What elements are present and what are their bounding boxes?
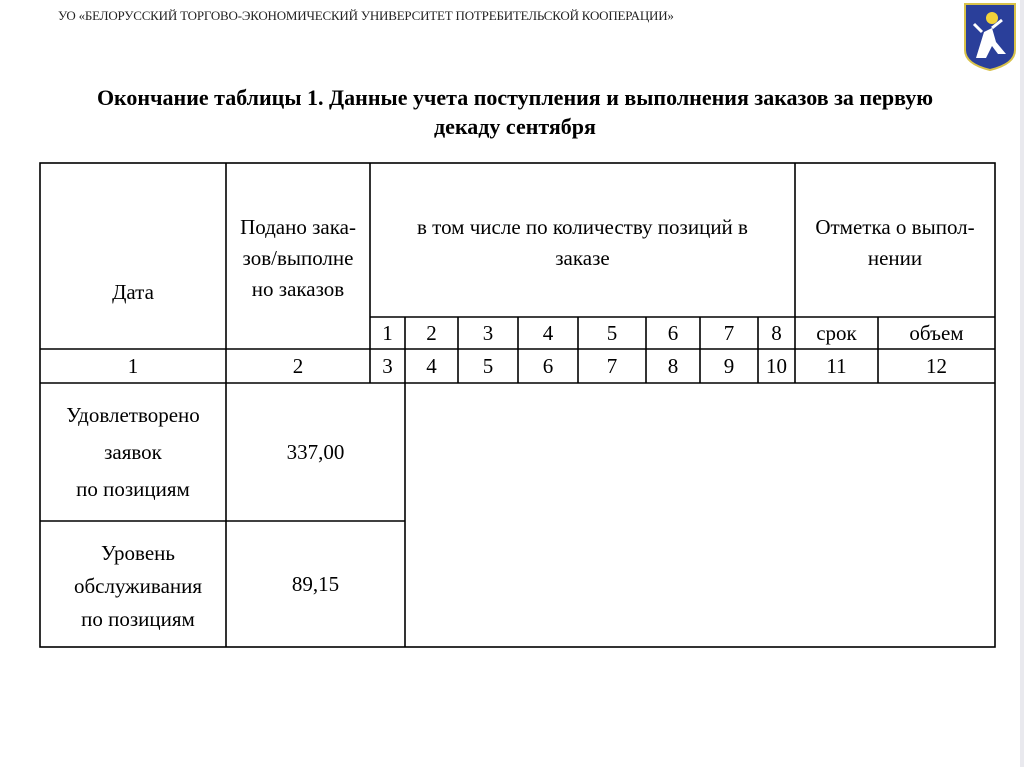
header-volume: объем bbox=[909, 320, 964, 345]
column-number: 5 bbox=[482, 353, 494, 378]
column-number: 6 bbox=[542, 353, 554, 378]
column-number: 9 bbox=[723, 353, 735, 378]
position-number: 6 bbox=[667, 320, 679, 345]
header-orders-line-2: зов/выполне bbox=[242, 245, 354, 270]
row-value-service-level: 89,15 bbox=[291, 571, 340, 596]
position-number: 8 bbox=[771, 320, 782, 345]
position-number: 2 bbox=[426, 320, 437, 345]
column-number: 10 bbox=[766, 353, 787, 378]
position-number: 1 bbox=[382, 320, 393, 345]
position-number: 3 bbox=[482, 320, 494, 345]
position-number: 4 bbox=[542, 320, 554, 345]
header-mark-line-1: Отметка о выпол- bbox=[815, 215, 975, 239]
title-line-2: декаду сентября bbox=[434, 114, 596, 139]
row-label-line-3: по позициям bbox=[76, 476, 190, 501]
header-term: срок bbox=[816, 320, 857, 345]
column-number: 8 bbox=[667, 353, 679, 378]
header-completion-mark bbox=[795, 208, 995, 278]
header-date: Дата bbox=[112, 279, 154, 304]
university-header: УО «БЕЛОРУССКИЙ ТОРГОВО-ЭКОНОМИЧЕСКИЙ УНИВЕРСИТЕТ ПОТРЕБИТЕЛЬСКОЙ КООПЕРАЦИИ» bbox=[58, 8, 674, 23]
header-positions bbox=[370, 208, 795, 278]
column-number: 3 bbox=[382, 353, 393, 378]
position-number: 7 bbox=[723, 320, 735, 345]
column-number: 4 bbox=[426, 353, 437, 378]
row-label-line-2: обслуживания bbox=[73, 573, 203, 598]
row-label-service-level bbox=[40, 532, 236, 640]
column-number: 7 bbox=[606, 353, 618, 378]
position-number: 5 bbox=[606, 320, 618, 345]
header-orders-line-1: Подано зака- bbox=[240, 214, 356, 239]
column-number: 1 bbox=[127, 353, 139, 378]
header-positions-line-1: в том числе по количеству позиций в bbox=[417, 215, 748, 239]
row-label-line-2: заявок bbox=[104, 439, 162, 464]
row-label-satisfied bbox=[40, 398, 226, 506]
row-label-line-1: Удовлетворено bbox=[66, 402, 200, 427]
header-mark-line-2: нении bbox=[867, 246, 923, 270]
title-line-1: Окончание таблицы 1. Данные учета поступления и выполнения заказов за первую bbox=[96, 85, 934, 110]
column-number: 11 bbox=[826, 353, 847, 378]
header-orders bbox=[226, 208, 370, 308]
column-number: 2 bbox=[292, 353, 304, 378]
header-orders-line-3: но заказов bbox=[251, 276, 345, 301]
row-label-line-3: по позициям bbox=[81, 606, 195, 631]
header-positions-line-2: заказе bbox=[555, 246, 610, 270]
row-label-line-1: Уровень bbox=[101, 540, 175, 565]
row-value-satisfied: 337,00 bbox=[286, 439, 345, 464]
column-number: 12 bbox=[926, 353, 947, 378]
